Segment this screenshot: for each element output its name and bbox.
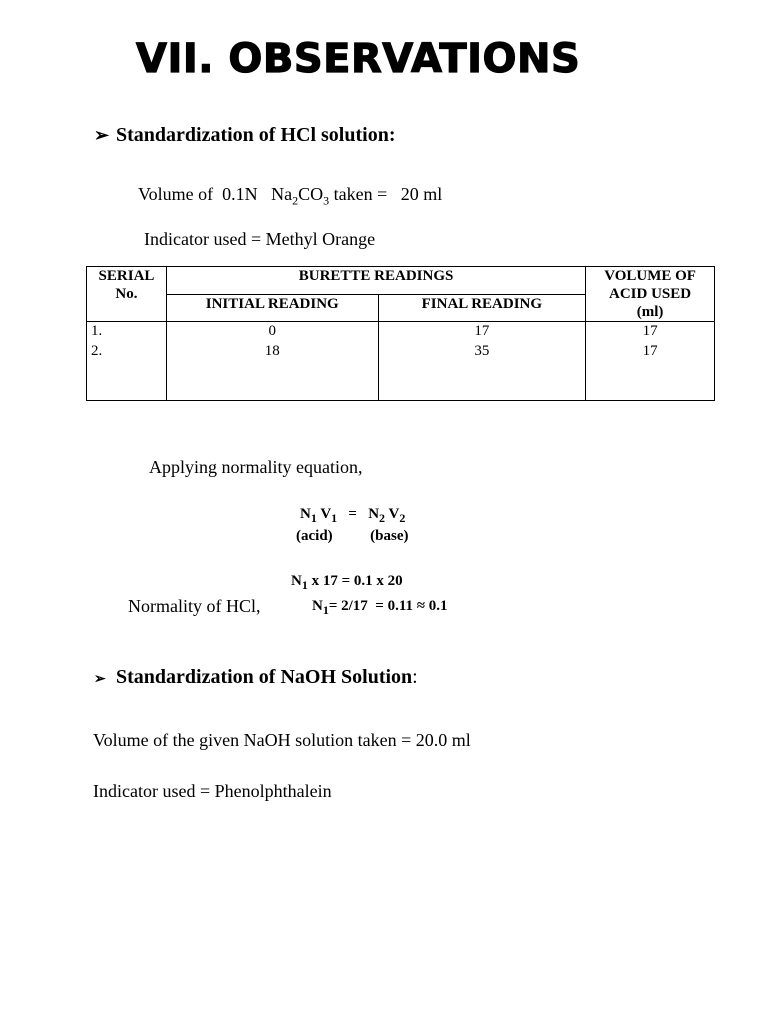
header-text: ACID USED xyxy=(609,286,692,302)
subscript: 1 xyxy=(301,578,308,592)
cell-value: 35 xyxy=(474,343,490,359)
initial-cell xyxy=(166,322,378,401)
eq-text: = N xyxy=(337,506,380,522)
subscript: 3 xyxy=(323,193,330,208)
normality-hcl-value xyxy=(312,598,448,615)
section-heading-naoh xyxy=(94,666,418,689)
final-cell xyxy=(378,322,586,401)
header-burette: BURETTE READINGS xyxy=(166,267,585,295)
volume-text: CO xyxy=(298,184,324,204)
table-data-row xyxy=(87,322,715,401)
volume-text: taken = 20 ml xyxy=(329,184,443,204)
arrow-bullet-icon: ➢ xyxy=(94,125,110,145)
cell-value: 17 xyxy=(642,323,658,339)
burette-readings-table xyxy=(86,266,715,401)
cell-value: 17 xyxy=(642,343,658,359)
eq-text: N xyxy=(300,506,311,522)
cell-value: 17 xyxy=(474,323,490,339)
eq-text: = 2/17 = 0.11 ≈ 0.1 xyxy=(328,598,448,614)
subscript: 2 xyxy=(292,193,299,208)
subscript: 1 xyxy=(331,511,338,525)
volume-na2co3-line xyxy=(138,184,443,208)
equation-labels: (acid) (base) xyxy=(296,528,409,544)
cell-value: 18 xyxy=(264,343,280,359)
normality-equation xyxy=(300,506,405,523)
subscript: 1 xyxy=(322,603,329,617)
eq-text: x 17 = 0.1 x 20 xyxy=(307,573,403,589)
header-volume xyxy=(586,267,715,322)
normality-hcl-label: Normality of HCl, xyxy=(128,596,261,616)
applying-equation-text: Applying normality equation, xyxy=(149,457,363,477)
serial-cell xyxy=(87,322,167,401)
subscript: 2 xyxy=(379,511,386,525)
header-serial xyxy=(87,267,167,322)
section-heading-naoh-text: Standardization of NaOH Solution xyxy=(116,666,413,688)
section-heading-hcl-text: Standardization of HCl solution: xyxy=(116,124,396,146)
header-text: SERIAL xyxy=(98,268,155,284)
cell-value: 0 xyxy=(268,323,276,339)
indicator-phenolphthalein: Indicator used = Phenolphthalein xyxy=(93,781,332,801)
substitution-line xyxy=(291,573,403,590)
header-final: FINAL READING xyxy=(378,294,586,322)
table-header-row xyxy=(87,267,715,295)
eq-text: N xyxy=(312,598,323,614)
eq-text: N xyxy=(291,573,302,589)
subscript: 2 xyxy=(399,511,406,525)
header-initial: INITIAL READING xyxy=(166,294,378,322)
eq-text: V xyxy=(316,506,332,522)
volume-text: Volume of 0.1N Na xyxy=(138,184,293,204)
subscript: 1 xyxy=(310,511,317,525)
cell-value: 2. xyxy=(91,343,103,359)
heading-colon: : xyxy=(412,666,418,688)
indicator-methyl-orange: Indicator used = Methyl Orange xyxy=(144,229,376,249)
header-text: (ml) xyxy=(636,304,664,320)
page-title: VII. OBSERVATIONS xyxy=(136,36,581,82)
section-heading-hcl xyxy=(94,124,395,147)
eq-text: V xyxy=(385,506,400,522)
volume-naoh-line: Volume of the given NaOH solution taken = 20.0 ml xyxy=(93,730,471,750)
arrow-bullet-icon: ➢ xyxy=(94,672,106,687)
cell-value: 1. xyxy=(91,323,103,339)
header-text: VOLUME OF xyxy=(604,268,696,284)
header-text: No. xyxy=(115,286,138,302)
volume-cell xyxy=(586,322,715,401)
